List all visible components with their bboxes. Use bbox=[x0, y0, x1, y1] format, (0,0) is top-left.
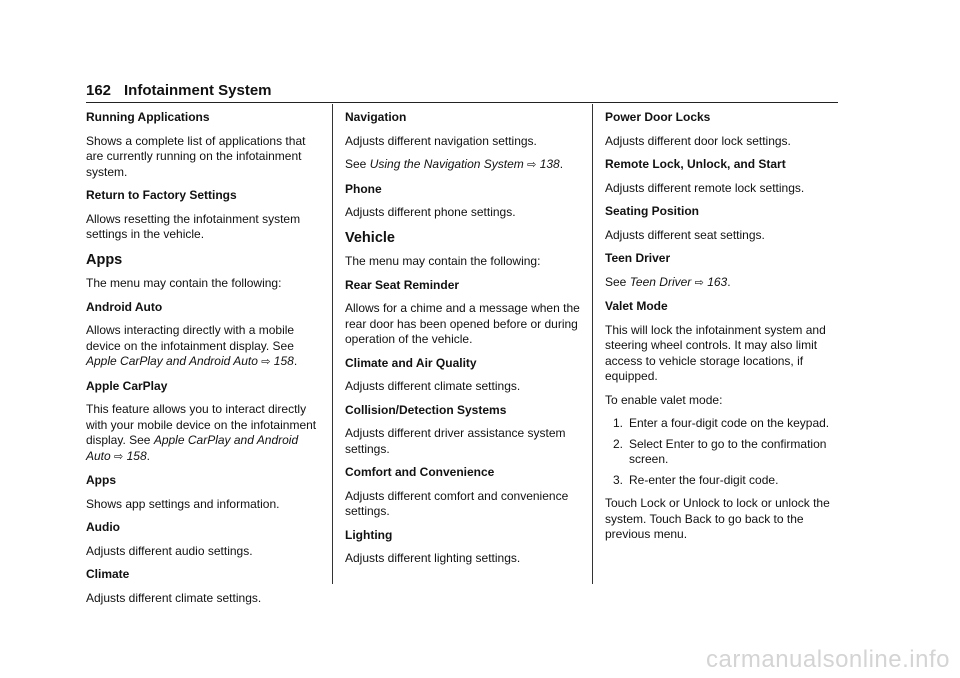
touch-lock-text: Touch Lock or Unlock to lock or unlock the system. Touch Back to go back to the previous menu. bbox=[605, 496, 830, 541]
apple-carplay-body: This feature allows you to interact directly with your mobile device on the infotainment display. See bbox=[86, 402, 317, 447]
climate-text: Adjusts different climate settings. bbox=[86, 590, 262, 605]
collision-detection-heading: Collision/Detection Systems bbox=[345, 402, 507, 417]
step-text: Select Enter to go to the confirmation screen. bbox=[629, 436, 827, 466]
audio-text: Adjusts different audio settings. bbox=[86, 543, 253, 558]
lighting-text: Adjusts different lighting settings. bbox=[345, 551, 521, 565]
audio-heading: Audio bbox=[86, 520, 120, 534]
lighting-heading: Lighting bbox=[345, 527, 393, 542]
phone-text: Adjusts different phone settings. bbox=[345, 205, 516, 219]
navigation-crossref[interactable]: Using the Navigation System bbox=[369, 157, 524, 171]
rear-seat-reminder-heading: Rear Seat Reminder bbox=[345, 277, 460, 292]
seating-position-heading: Seating Position bbox=[605, 204, 700, 218]
list-item bbox=[605, 416, 843, 432]
page-ref-arrow-icon: ⇨ bbox=[527, 159, 537, 171]
step-text: Re-enter the four-digit code. bbox=[629, 472, 779, 487]
column-3 bbox=[605, 110, 843, 551]
column-1 bbox=[86, 110, 324, 614]
page-header bbox=[86, 82, 838, 102]
teen-driver-heading: Teen Driver bbox=[605, 251, 671, 265]
step-number: 3. bbox=[613, 472, 624, 487]
column-divider-right bbox=[592, 104, 593, 584]
column-divider-left bbox=[332, 104, 333, 584]
power-door-locks-heading: Power Door Locks bbox=[605, 110, 711, 124]
valet-mode-heading: Valet Mode bbox=[605, 299, 668, 313]
teen-driver-see: See Teen Driver ⇨ 163. bbox=[605, 274, 731, 289]
teen-driver-crossref[interactable]: Teen Driver bbox=[629, 274, 692, 289]
apple-carplay-page-ref[interactable]: 158 bbox=[126, 448, 147, 463]
navigation-text: Adjusts different navigation settings. bbox=[345, 133, 537, 148]
apps-heading: Apps bbox=[86, 473, 116, 487]
apps-text: Shows app settings and information. bbox=[86, 496, 280, 511]
factory-settings-heading: Return to Factory Settings bbox=[86, 188, 237, 202]
list-item bbox=[605, 473, 843, 489]
apps-intro: The menu may contain the following: bbox=[86, 276, 282, 290]
power-door-locks-text: Adjusts different door lock settings. bbox=[605, 133, 791, 148]
climate-heading: Climate bbox=[86, 567, 130, 581]
climate-air-quality-text: Adjusts different climate settings. bbox=[345, 379, 521, 393]
android-auto-page-ref[interactable]: 158 bbox=[273, 354, 294, 368]
running-apps-text: Shows a complete list of applications that are currently running on the infotainment system. bbox=[86, 133, 306, 179]
list-item bbox=[605, 437, 843, 468]
step-text: Enter a four-digit code on the keypad. bbox=[629, 416, 830, 430]
valet-steps-list bbox=[605, 416, 843, 488]
valet-mode-text: This will lock the infotainment system and steering wheel controls. It may also limit access to vehicle storage locations, if equipped. bbox=[605, 322, 826, 383]
remote-lock-heading: Remote Lock, Unlock, and Start bbox=[605, 157, 786, 171]
teen-driver-page-ref[interactable]: 163 bbox=[707, 274, 728, 289]
navigation-page-ref[interactable]: 138 bbox=[539, 157, 560, 171]
page-ref-arrow-icon: ⇨ bbox=[261, 356, 271, 368]
page-ref-arrow-icon: ⇨ bbox=[114, 450, 124, 463]
step-number: 1. bbox=[613, 416, 624, 430]
running-apps-heading: Running Applications bbox=[86, 110, 210, 124]
comfort-convenience-text: Adjusts different comfort and convenience settings. bbox=[345, 488, 569, 518]
apple-carplay-heading: Apple CarPlay bbox=[86, 378, 168, 393]
section-title: Infotainment System bbox=[124, 82, 272, 99]
vehicle-intro: The menu may contain the following: bbox=[345, 254, 541, 268]
apple-carplay-text: This feature allows you to interact directly with your mobile device on the infotainment display. See Apple CarPlay and Android Auto ⇨ 158. bbox=[86, 402, 317, 463]
remote-lock-text: Adjusts different remote lock settings. bbox=[605, 180, 805, 195]
seating-position-text: Adjusts different seat settings. bbox=[605, 227, 765, 242]
page-ref-arrow-icon: ⇨ bbox=[694, 276, 704, 289]
navigation-heading: Navigation bbox=[345, 110, 407, 124]
apple-carplay-crossref[interactable]: Apple CarPlay and Android Auto bbox=[86, 433, 299, 463]
collision-detection-text: Adjusts different driver assistance system settings. bbox=[345, 426, 566, 456]
header-rule bbox=[86, 102, 838, 103]
page-number: 162 bbox=[86, 82, 112, 99]
watermark: carmanualsonline.info bbox=[706, 646, 950, 673]
enable-valet-text: To enable valet mode: bbox=[605, 392, 723, 407]
see-label: See bbox=[345, 157, 367, 171]
factory-settings-text: Allows resetting the infotainment system settings in the vehicle. bbox=[86, 211, 301, 241]
vehicle-section-heading: Vehicle bbox=[345, 229, 395, 246]
apps-section-heading: Apps bbox=[86, 251, 123, 268]
column-2 bbox=[345, 110, 583, 575]
android-auto-crossref[interactable]: Apple CarPlay and Android Auto bbox=[86, 354, 258, 368]
navigation-see: See Using the Navigation System ⇨ 138. bbox=[345, 157, 564, 171]
see-label: See bbox=[605, 274, 627, 289]
comfort-convenience-heading: Comfort and Convenience bbox=[345, 465, 495, 479]
android-auto-heading: Android Auto bbox=[86, 299, 163, 314]
phone-heading: Phone bbox=[345, 181, 382, 196]
android-auto-text: Allows interacting directly with a mobile device on the infotainment display. See Apple CarPlay and Android Auto ⇨ 158. bbox=[86, 323, 298, 368]
android-auto-body: Allows interacting directly with a mobile device on the infotainment display. See bbox=[86, 323, 295, 353]
rear-seat-reminder-text: Allows for a chime and a message when the rear door has been opened before or during operation of the vehicle. bbox=[345, 301, 580, 346]
step-number: 2. bbox=[613, 436, 624, 451]
climate-air-quality-heading: Climate and Air Quality bbox=[345, 355, 477, 370]
